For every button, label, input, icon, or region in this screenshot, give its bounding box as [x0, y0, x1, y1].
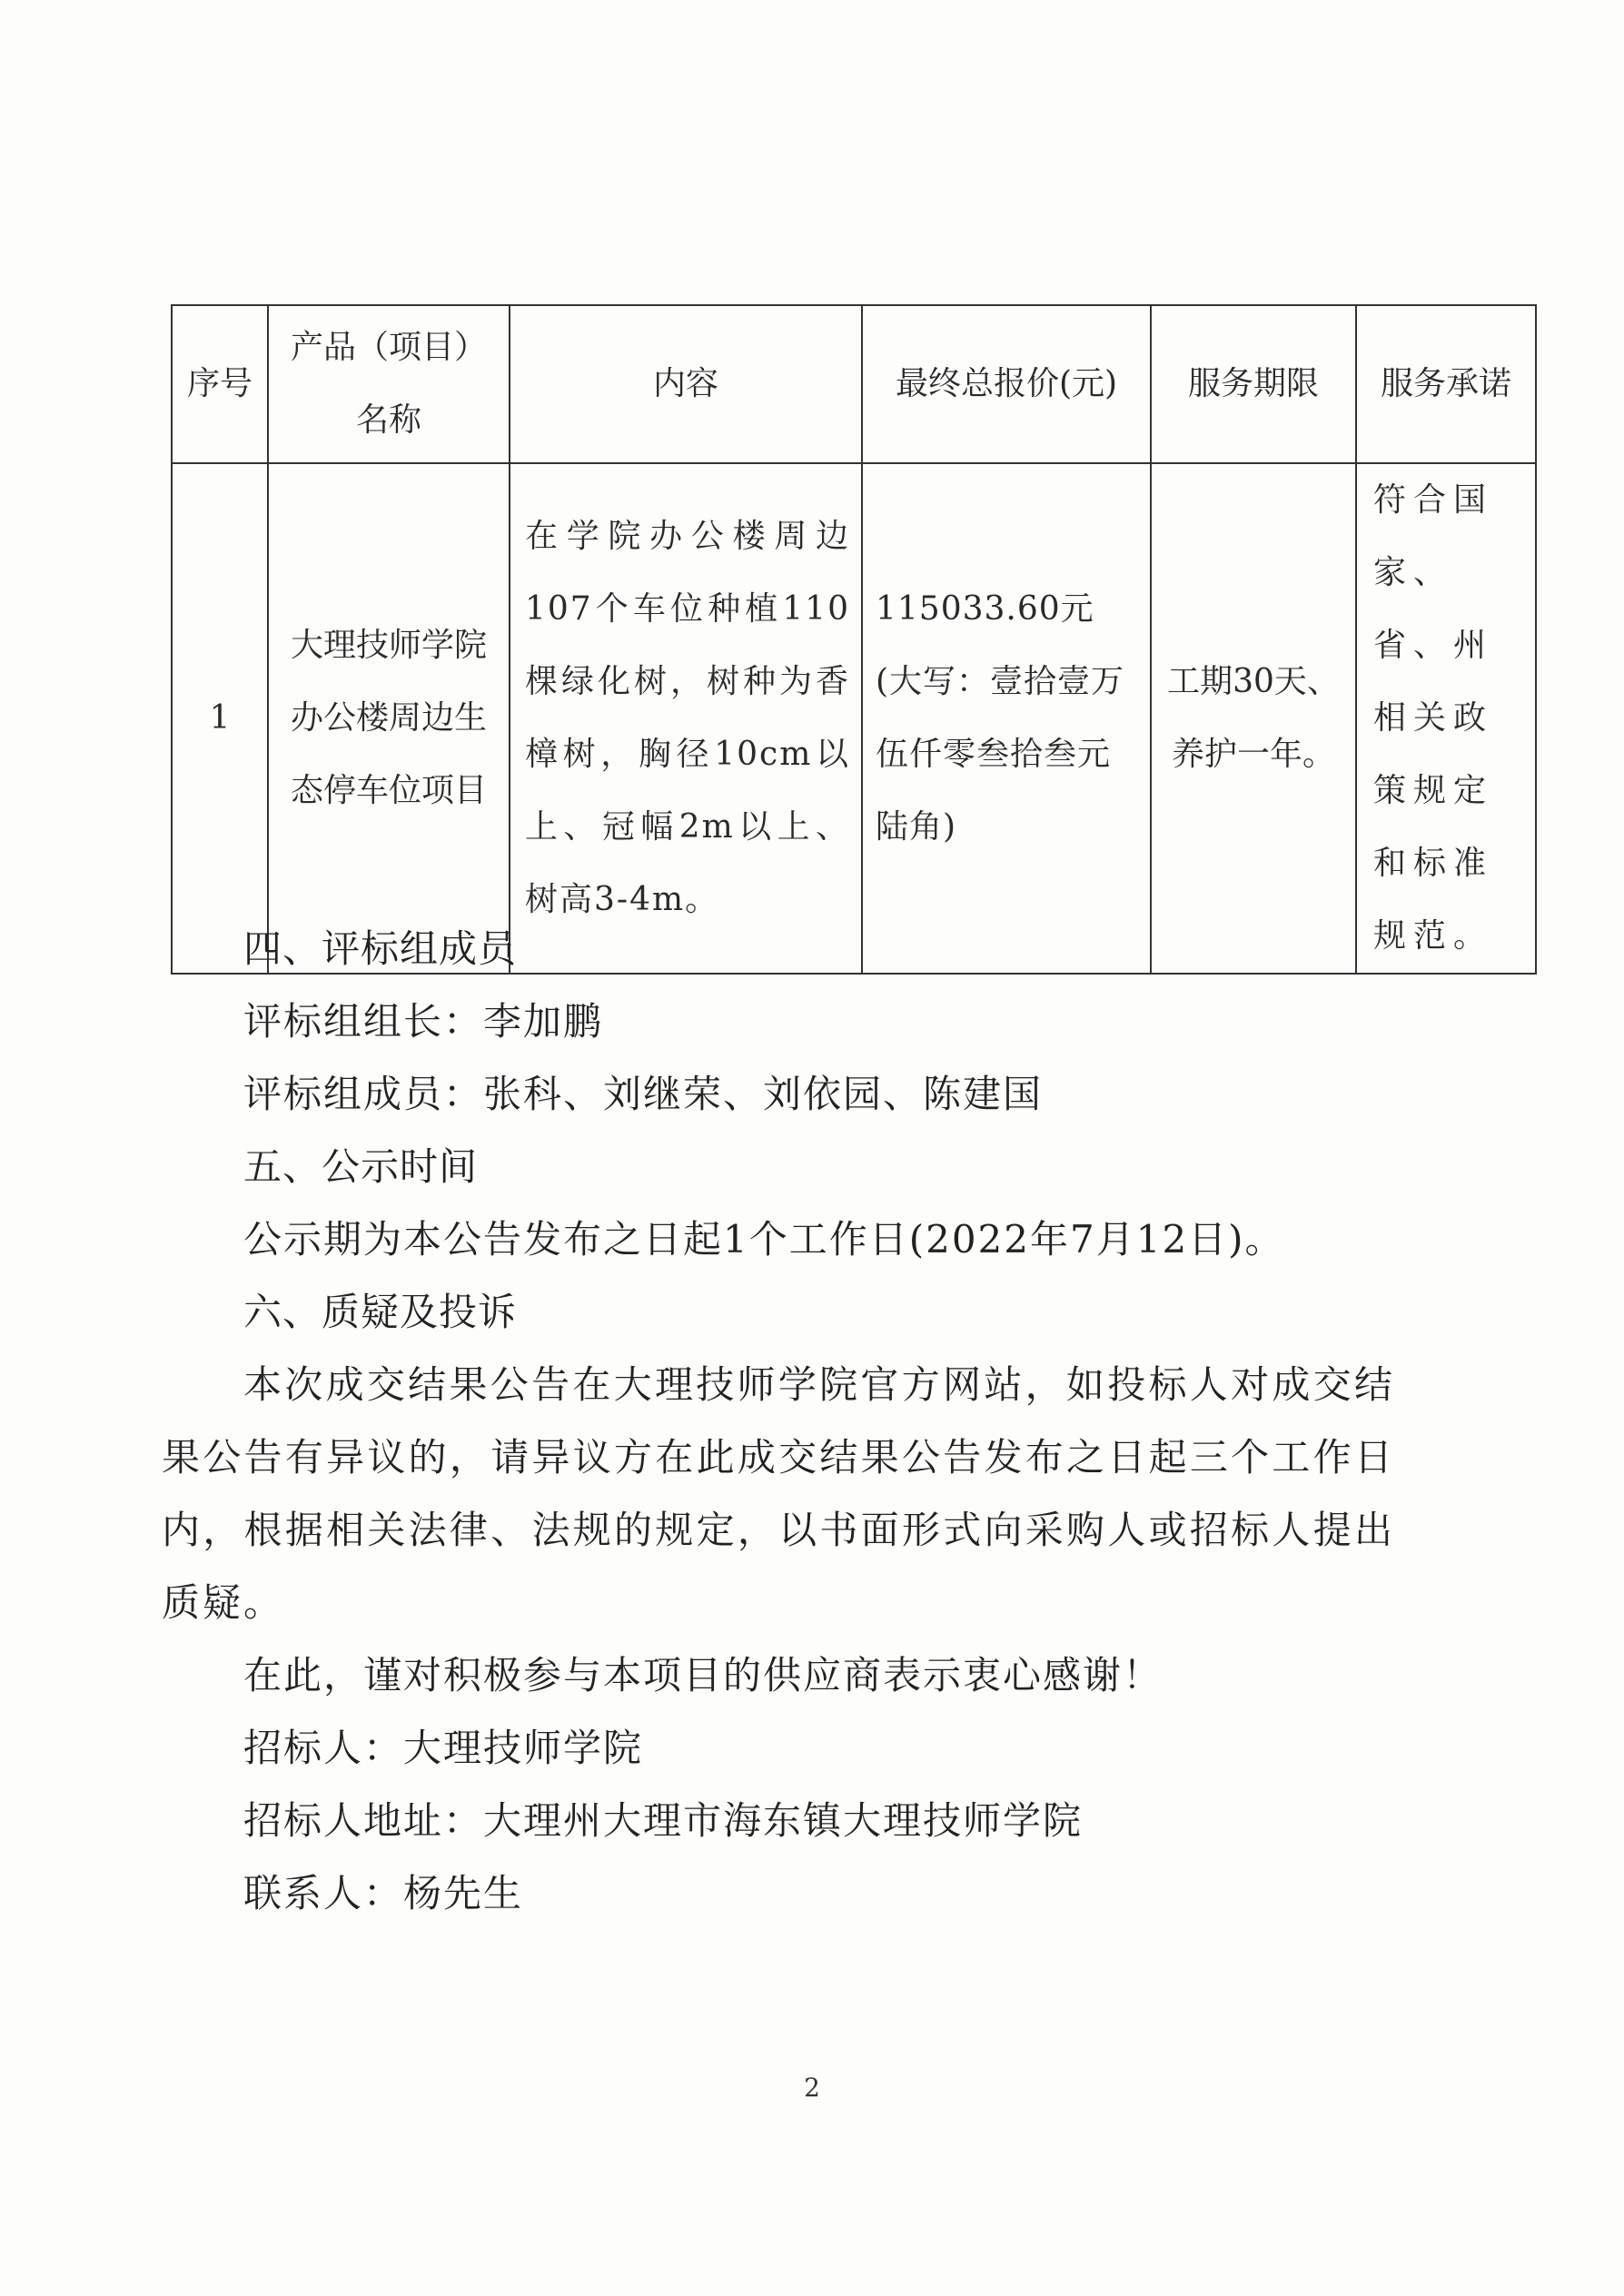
page-number: 2 [804, 2073, 820, 2103]
cell-project-name: 大理技师学院办公楼周边生态停车位项目 [268, 463, 510, 974]
cell-content: 在学院办公楼周边107个车位种植110棵绿化树，树种为香樟树，胸径10cm以上、冠幅2m以上、树高3-4m。 [510, 463, 862, 974]
header-content: 内容 [510, 305, 862, 463]
tenderer-line: 招标人：大理技师学院 [243, 1726, 644, 1770]
cell-price: 115033.60元(大写：壹拾壹万伍仟零叁拾叁元陆角) [862, 463, 1151, 974]
cell-seq: 1 [172, 463, 268, 974]
team-members-line: 评标组成员：张科、刘继荣、刘依园、陈建国 [243, 1072, 1044, 1116]
cell-period: 工期30天、养护一年。 [1151, 463, 1356, 974]
table-row [172, 463, 1536, 974]
cell-commitment: 符合国家、省、州相关政策规定和标准规范。 [1356, 463, 1536, 974]
header-name: 产品（项目）名称 [268, 305, 510, 463]
header-seq: 序号 [172, 305, 268, 463]
section-heading-publicity-period: 五、公示时间 [243, 1144, 479, 1189]
contact-line: 联系人：杨先生 [243, 1871, 524, 1915]
table-header-row [172, 305, 1536, 463]
publicity-period-text: 公示期为本公告发布之日起1个工作日(2022年7月12日)。 [243, 1217, 1285, 1262]
team-leader-line: 评标组组长：李加鹏 [243, 999, 604, 1044]
header-price: 最终总报价(元) [862, 305, 1151, 463]
tenderer-address-line: 招标人地址：大理州大理市海东镇大理技师学院 [243, 1798, 1084, 1843]
result-table-container [171, 304, 1535, 975]
header-commitment: 服务承诺 [1356, 305, 1536, 463]
section-heading-complaints: 六、质疑及投诉 [243, 1290, 518, 1334]
result-table [171, 304, 1537, 975]
thanks-line: 在此，谨对积极参与本项目的供应商表示衷心感谢！ [243, 1653, 1164, 1697]
complaints-paragraph: 本次成交结果公告在大理技师学院官方网站，如投标人对成交结果公告有异议的，请异议方在此成交结果公告发布之日起三个工作日内，根据相关法律、法规的规定，以书面形式向采购人或招标人提出质疑。 [162, 1362, 1395, 1625]
announcement-body [162, 913, 1395, 1930]
section-heading-evaluation-team: 四、评标组成员 [243, 926, 518, 971]
header-period: 服务期限 [1151, 305, 1356, 463]
